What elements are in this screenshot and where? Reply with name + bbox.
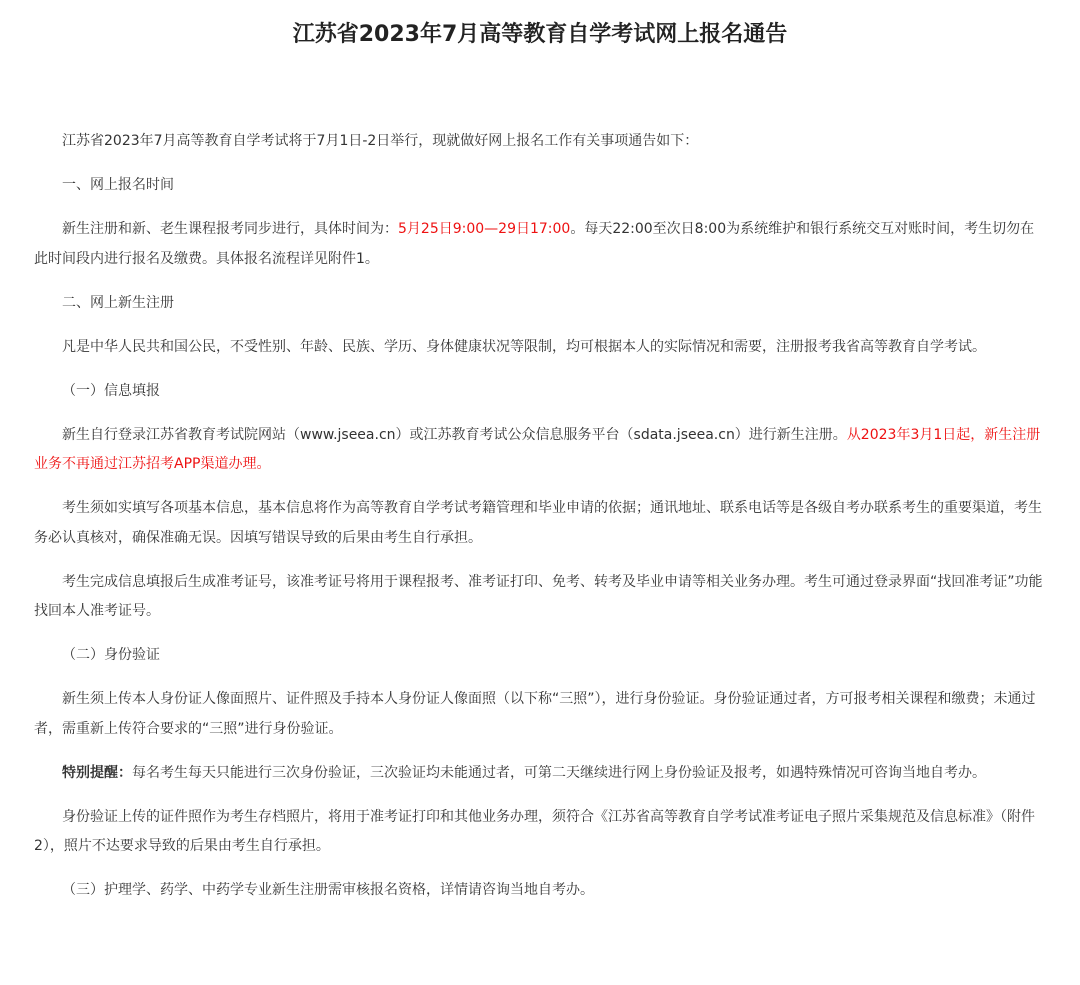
- subsection1-heading: （一）信息填报: [62, 382, 160, 399]
- subsection1-paragraph1: [34, 421, 1046, 480]
- subsection1-paragraph2: 考生须如实填写各项基本信息，基本信息将作为高等教育自学考试考籍管理和毕业申请的依据；通讯地址、联系电话等是各级自考办联系考生的重要渠道，考生务必认真核对，确保准确无误。因填写错误导致的后果由考生自行承担。: [34, 500, 1042, 546]
- page-title: 江苏省2023年7月高等教育自学考试网上报名通告: [292, 22, 788, 47]
- subsection1-paragraph3: 考生完成信息填报后生成准考证号，该准考证号将用于课程报考、准考证打印、免考、转考及毕业申请等相关业务办理。考生可通过登录界面“找回准考证”功能找回本人准考证号。: [34, 573, 1043, 619]
- subsection2-heading: （二）身份验证: [62, 647, 160, 663]
- subsection2-paragraph3: 身份验证上传的证件照作为考生存档照片，将用于准考证打印和其他业务办理，须符合《江苏省高等教育自学考试准考证电子照片采集规范及信息标准》（附件2），照片不达要求导致的后果由考生自行承担。: [34, 808, 1035, 854]
- subsection1-text-before: 新生自行登录江苏省教育考试院网站（www.jseea.cn）或江苏教育考试公众信息服务平台（sdata.jseea.cn）进行新生注册。: [62, 426, 847, 443]
- special-reminder-label: 特别提醒：: [62, 764, 132, 781]
- app-channel-notice-highlight: 从2023年3月1日起，新生注册业务不再通过江苏招考APP渠道办理。: [34, 426, 1041, 472]
- section1-text-after: 。每天22:00至次日8:00为系统维护和银行系统交互对账时间，考生切勿在此时间段内进行报名及缴费。具体报名流程详见附件1。: [34, 221, 1035, 267]
- section1-paragraph: [34, 215, 1046, 274]
- section1-text-before: 新生注册和新、老生课程报考同步进行，具体时间为：: [62, 221, 398, 237]
- subsection3-heading: （三）护理学、药学、中药学专业新生注册需审核报名资格，详情请咨询当地自考办。: [62, 882, 594, 898]
- article-body: [34, 127, 1046, 920]
- section2-paragraph: 凡是中华人民共和国公民，不受性别、年龄、民族、学历、身体健康状况等限制，均可根据本人的实际情况和需要，注册报考我省高等教育自学考试。: [62, 338, 986, 355]
- registration-time-highlight: 5月25日9:00—29日17:00: [398, 221, 571, 237]
- section1-heading: 一、网上报名时间: [62, 177, 174, 193]
- special-reminder-text: 每名考生每天只能进行三次身份验证，三次验证均未能通过者，可第二天继续进行网上身份验证及报考，如遇特殊情况可咨询当地自考办。: [132, 764, 986, 781]
- subsection2-paragraph1: 新生须上传本人身份证人像面照片、证件照及手持本人身份证人像面照（以下称“三照”），进行身份验证。身份验证通过者，方可报考相关课程和缴费；未通过者，需重新上传符合要求的“三照”进行身份验证。: [34, 691, 1036, 737]
- special-reminder-paragraph: [34, 759, 1046, 789]
- intro-paragraph: 江苏省2023年7月高等教育自学考试将于7月1日-2日举行，现就做好网上报名工作有关事项通告如下：: [62, 133, 699, 149]
- section2-heading: 二、网上新生注册: [62, 294, 174, 311]
